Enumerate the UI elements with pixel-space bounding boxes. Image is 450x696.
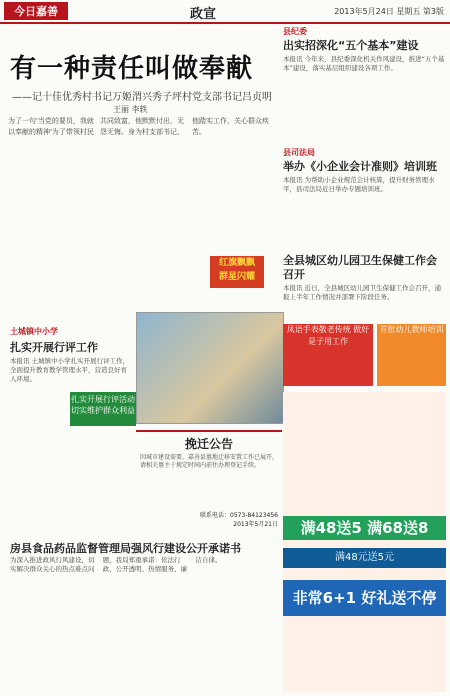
bottom-title: 房县食品药品监督管理局强风行建设公开承诺书 bbox=[10, 542, 241, 555]
right-low-text: 本报讯 近日，全县城区幼儿园卫生保健工作会召开，通报上半年工作情况并部署下阶段任务。 bbox=[283, 284, 442, 301]
right-mid-title: 举办《小企业会计准则》培训班 bbox=[283, 160, 437, 173]
right-mid-label: 县司法局 bbox=[283, 148, 315, 157]
main-article-body: 为了一句'当党的要员，我就以奉献的精神'为了带领村民共同致富，他默默付出，无怨无悔。身为村支部书记，他踏实工作，关心群众疾苦。 bbox=[8, 117, 269, 136]
green-box-line1: 扎实开展行评活动 bbox=[71, 395, 135, 404]
notice-contact: 联系电话：0573-84123456 bbox=[200, 512, 278, 519]
news-photo bbox=[136, 312, 284, 424]
right-top-text: 本报讯 今年来，县纪委深化机关作风建设，推进“五个基本”建设，落实基层组织建设各项工作。 bbox=[283, 55, 445, 72]
brand-logo: 今日嘉善 bbox=[4, 2, 68, 20]
notice-box bbox=[136, 430, 282, 542]
red-banner-line1: 红旗飘飘 bbox=[218, 258, 255, 268]
right-mid-text: 本报讯 为帮助小企业规范会计核算，提升财务管理水平，县司法局近日举办专题培训班。 bbox=[283, 176, 435, 193]
section-title: 政宣 bbox=[190, 7, 217, 22]
right-column bbox=[283, 26, 446, 358]
kids-title: 扎实开展行评工作 bbox=[10, 341, 98, 354]
green-box bbox=[70, 392, 136, 426]
kids-label: 土城镇中小学 bbox=[10, 327, 58, 336]
ad-background bbox=[283, 392, 446, 692]
kids-text: 本报讯 土城镇中小学扎实开展行评工作，全面提升教育教学管理水平，营造良好育人环境。 bbox=[10, 357, 130, 383]
promo-banner: 非常6+1 好礼送不停 bbox=[283, 580, 446, 616]
ad-box-left: 凤语手表敬老传统 做好是子用工作 bbox=[283, 324, 373, 386]
notice-text: 因城市建设需要，嘉善县墓地迁移安置工作已展开，请相关墓主于规定时间内前往办理登记手续。 bbox=[140, 454, 279, 469]
sale-banner-2: 满48元送5元 bbox=[283, 548, 446, 568]
byline: 王丽 李轶 bbox=[113, 105, 148, 114]
red-banner-line2: 群星闪耀 bbox=[218, 272, 255, 282]
subhead: ——记十佳优秀村书记万姬渭兴秀子坪村党支部书记吕贞明 bbox=[12, 92, 272, 103]
bottom-text: 为深入推进政风行风建设，切实解决群众关心的热点难点问题，我局郑重承诺：依法行政、公开透明、热情服务、廉洁自律。 bbox=[10, 556, 222, 573]
right-top-label: 县纪委 bbox=[283, 27, 307, 36]
masthead bbox=[0, 0, 450, 24]
right-low-title: 全县城区幼儿园卫生保健工作会召开 bbox=[283, 254, 437, 281]
ad-box-right: 首批幼儿教师培训 bbox=[377, 324, 446, 386]
dateline: 2013年5月24日 星期五 第3版 bbox=[334, 7, 444, 16]
red-banner bbox=[210, 256, 264, 288]
notice-title: 挽迁公告 bbox=[184, 437, 233, 451]
notice-date: 2013年5月21日 bbox=[233, 521, 278, 528]
sale-banner: 满48送5 满68送8 bbox=[283, 516, 446, 540]
headline: 有一种责任叫做奉献 bbox=[10, 54, 254, 84]
right-top-title: 出实招深化“五个基本”建设 bbox=[283, 39, 419, 52]
green-box-line2: 切实维护群众利益 bbox=[71, 406, 135, 415]
